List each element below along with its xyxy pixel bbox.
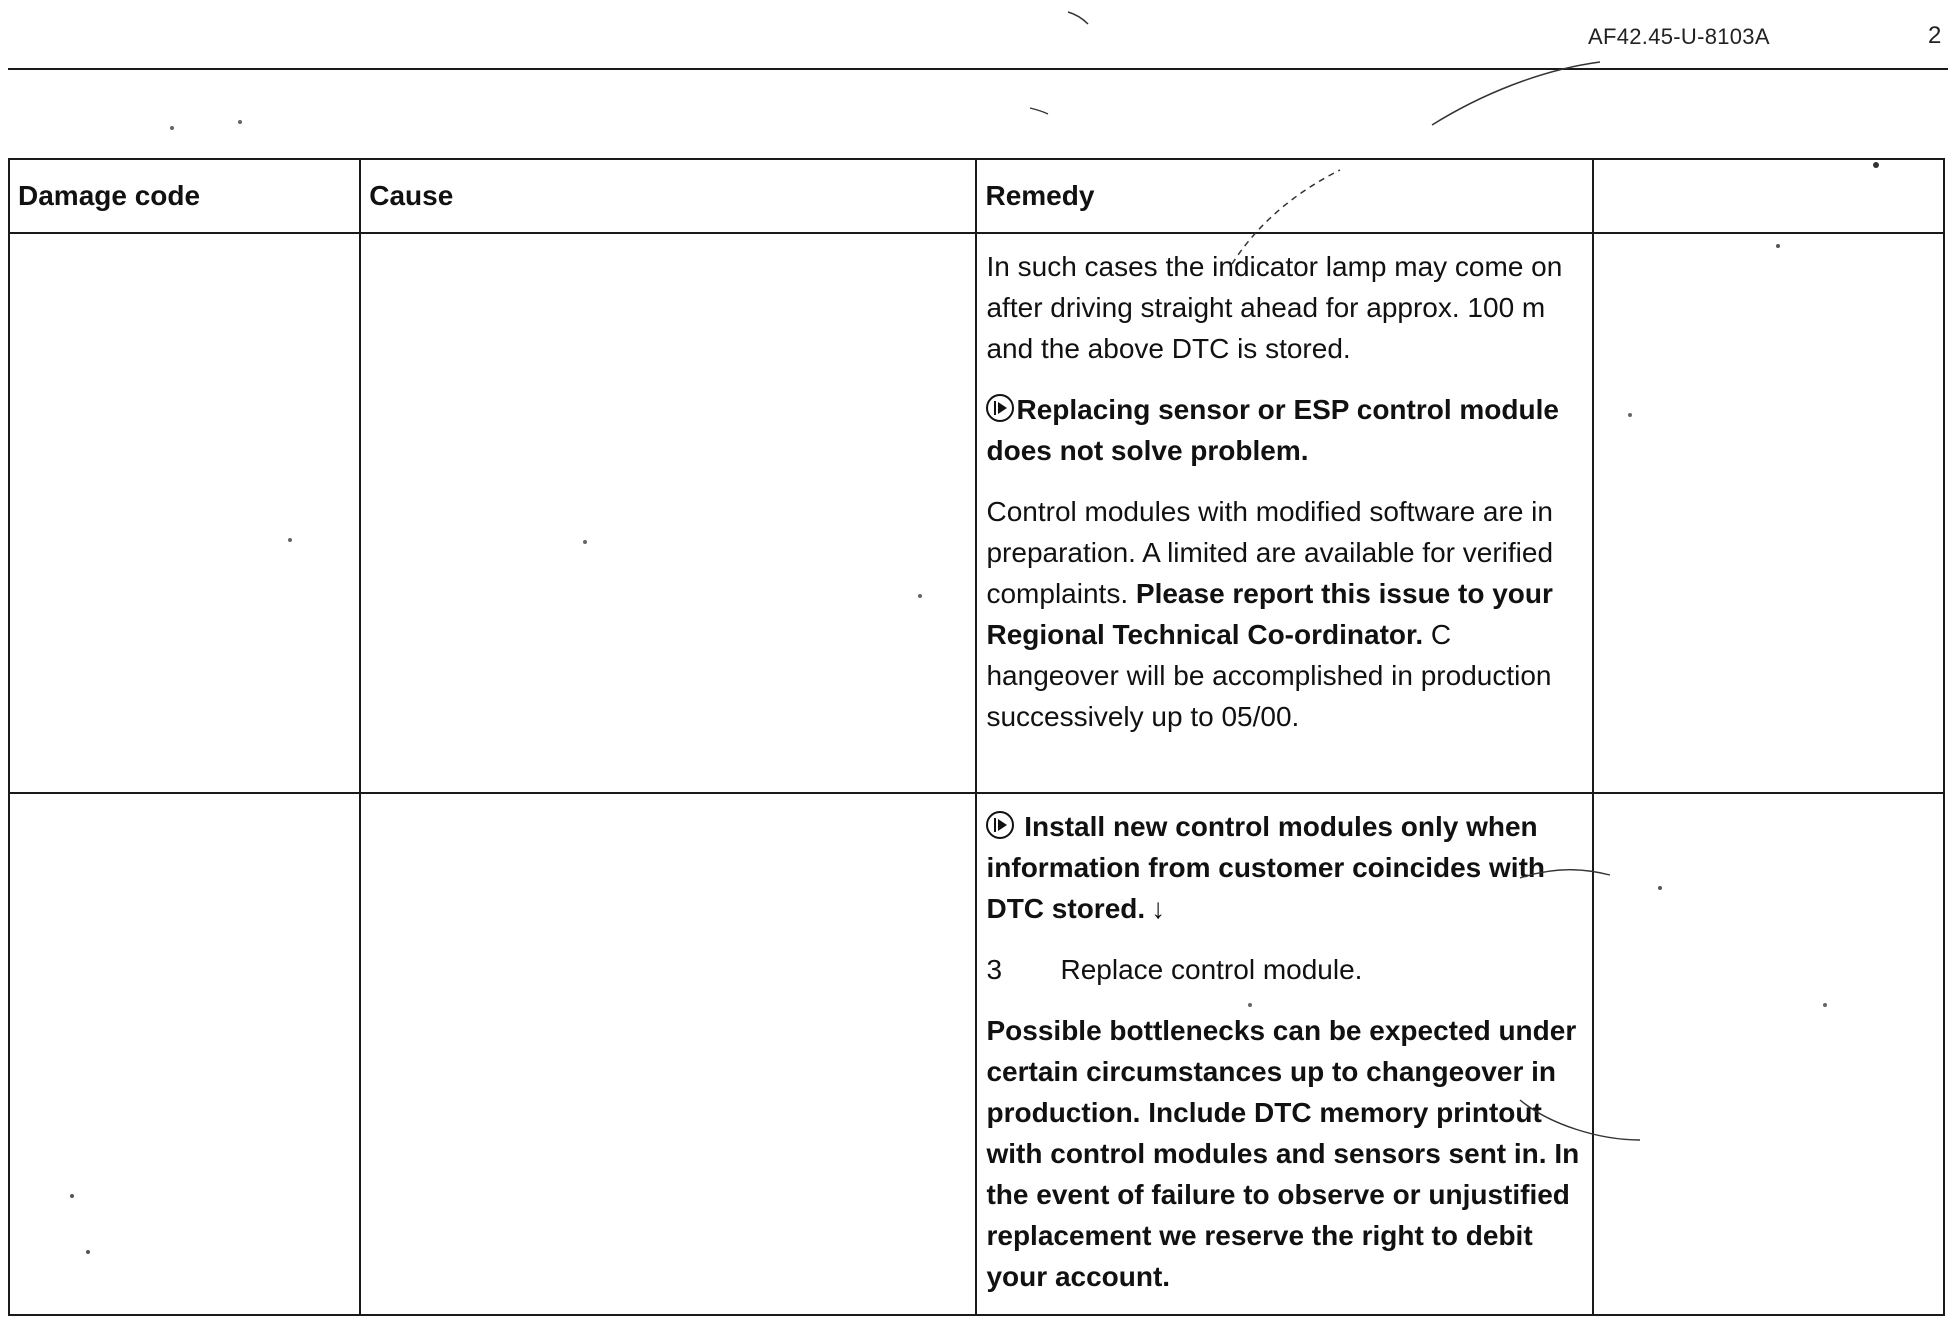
remedy-note <box>986 389 1583 471</box>
cause-cell <box>360 233 976 793</box>
remedy-cell <box>976 793 1592 1315</box>
remedy-changeover-text: C hangeover will be accomplished in production successively up to 05/00. <box>986 619 1552 732</box>
damage-code-table <box>8 158 1945 1316</box>
table-row <box>9 793 1944 1315</box>
remedy-paragraph <box>986 491 1583 737</box>
document-id: AF42.45-U-8103A <box>1588 24 1770 49</box>
table-header-row <box>9 159 1944 233</box>
remedy-paragraph-text: Control modules with modified software are in preparation. A limited are available for verified complaints. <box>986 496 1554 609</box>
document-header <box>0 0 1950 70</box>
extra-cell <box>1593 793 1944 1315</box>
extra-cell <box>1593 233 1944 793</box>
table-row <box>9 233 1944 793</box>
remedy-paragraph: Possible bottlenecks can be expected under certain circumstances up to changeover in production. Include DTC memory printout with control modules and sensors sent in. In the event of failure to observe or unjustified replacement we reserve the right to debit your account. <box>986 1015 1580 1292</box>
info-arrow-icon <box>986 394 1014 422</box>
column-header-remedy: Remedy <box>976 159 1592 233</box>
step-text: Replace control module. <box>1060 954 1363 985</box>
remedy-note-text: Replacing sensor or ESP control module does not solve problem. <box>986 394 1559 466</box>
damage-code-cell <box>9 793 360 1315</box>
remedy-cell <box>976 233 1592 793</box>
info-arrow-icon <box>986 811 1014 839</box>
remedy-step <box>986 949 1583 990</box>
column-header-extra <box>1593 159 1944 233</box>
page-number: 2 <box>1928 22 1942 49</box>
column-header-damage-code: Damage code <box>9 159 360 233</box>
step-number: 3 <box>986 954 1003 985</box>
column-header-cause: Cause <box>360 159 976 233</box>
remedy-note-text: Install new control modules only when information from customer coincides with DTC stored. <box>986 811 1545 924</box>
down-arrow-icon: ↓ <box>1151 893 1166 924</box>
damage-code-cell <box>9 233 360 793</box>
remedy-report-instruction: Please report this issue to your Regional Technical Co-ordinator. <box>986 578 1553 650</box>
header-rule <box>8 68 1948 70</box>
cause-cell <box>360 793 976 1315</box>
remedy-note <box>986 806 1583 929</box>
remedy-paragraph: In such cases the indicator lamp may come on after driving straight ahead for approx. 100 m and the above DTC is stored. <box>986 251 1563 364</box>
